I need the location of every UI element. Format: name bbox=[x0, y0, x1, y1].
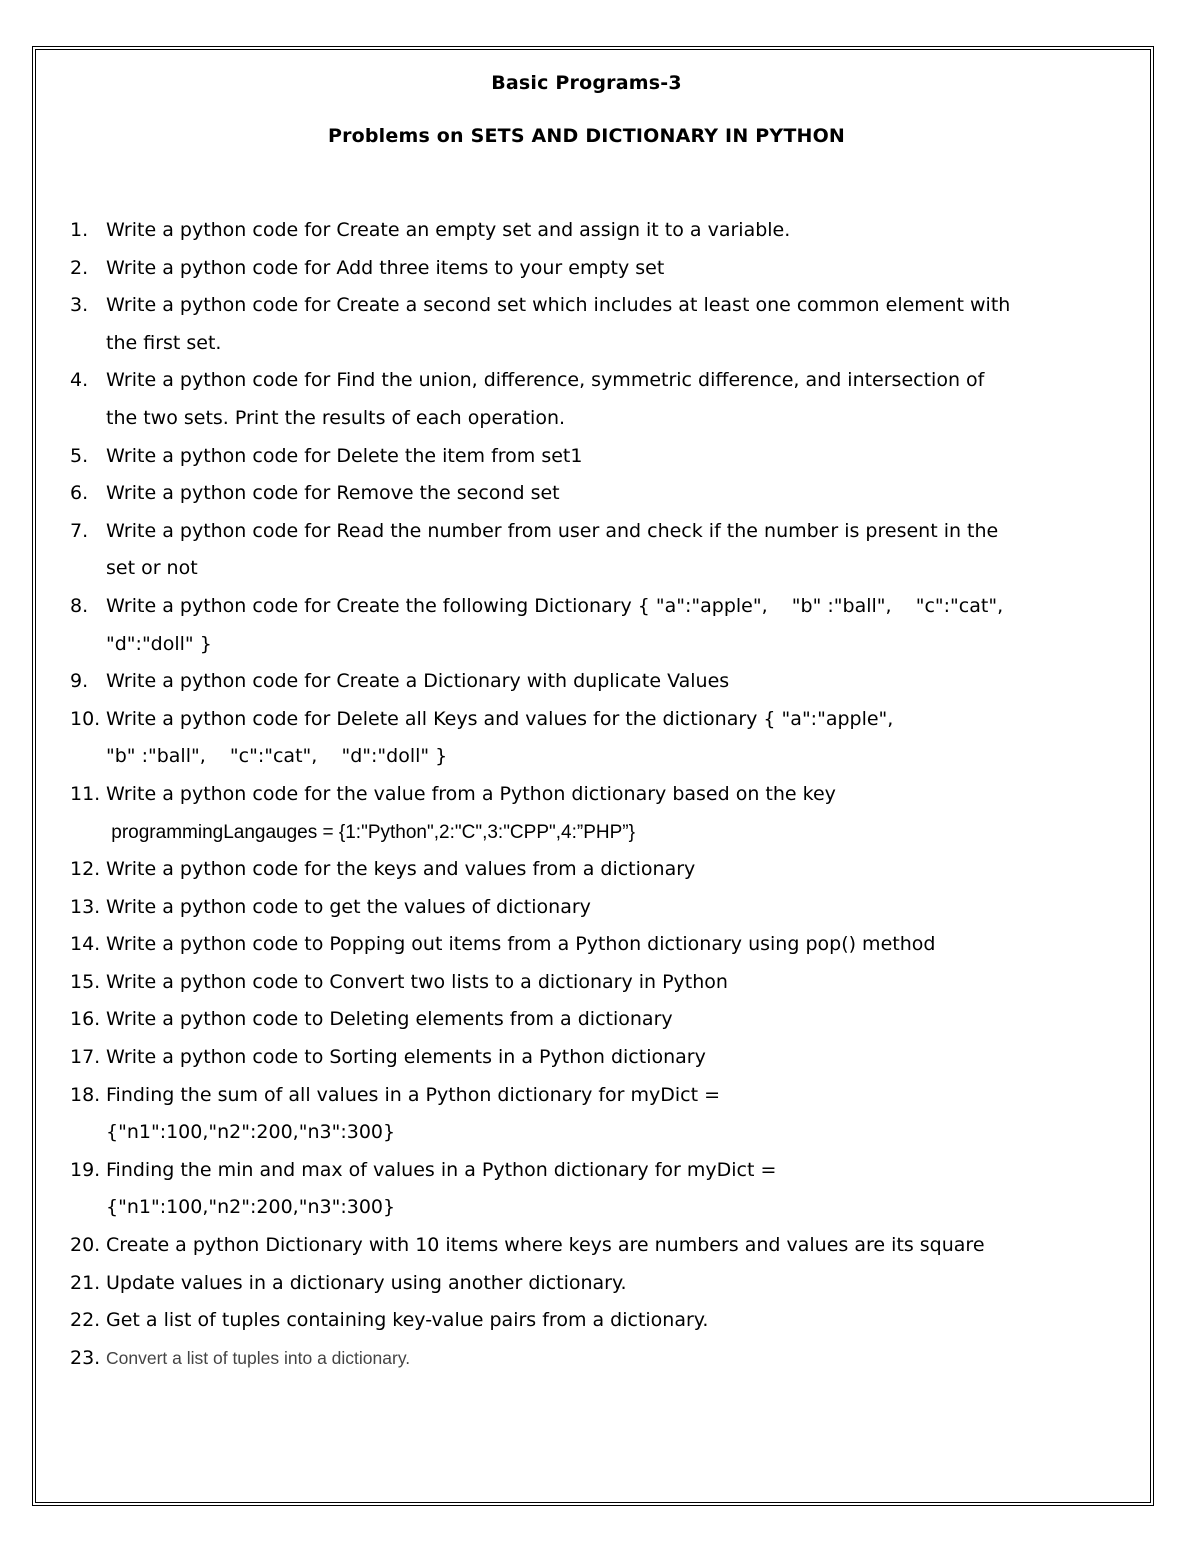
list-item bbox=[70, 926, 1140, 964]
item-number: 11. bbox=[70, 782, 101, 805]
item-number: 2. bbox=[70, 256, 89, 279]
list-item bbox=[70, 1227, 1140, 1265]
item-text: Write a python code for Create the following Dictionary { "a":"apple", "b" :"ball", "c":"cat", bbox=[106, 594, 1004, 617]
item-text: Write a python code to Deleting elements from a dictionary bbox=[106, 1008, 673, 1031]
item-number: 12. bbox=[70, 858, 101, 881]
list-item bbox=[70, 701, 1140, 776]
item-text: Write a python code for Delete all Keys and values for the dictionary { "a":"apple", bbox=[106, 707, 894, 730]
item-number: 8. bbox=[70, 594, 89, 617]
list-item bbox=[70, 287, 1140, 362]
list-item bbox=[70, 1001, 1140, 1039]
list-item bbox=[70, 851, 1140, 889]
item-number: 17. bbox=[70, 1046, 101, 1069]
item-number: 7. bbox=[70, 519, 89, 542]
page-subtitle: Problems on SETS AND DICTIONARY IN PYTHON bbox=[327, 125, 846, 147]
item-text: Update values in a dictionary using another dictionary. bbox=[106, 1271, 627, 1294]
list-item bbox=[70, 513, 1140, 588]
item-text: Write a python code for Remove the second set bbox=[106, 482, 560, 505]
list-item bbox=[70, 776, 1140, 851]
page-title: Basic Programs-3 bbox=[491, 72, 682, 94]
item-text: Write a python code for Find the union, difference, symmetric difference, and intersection of bbox=[106, 369, 985, 392]
list-item bbox=[70, 212, 1140, 250]
list-item bbox=[70, 1039, 1140, 1077]
list-item bbox=[70, 1152, 1140, 1227]
item-number: 5. bbox=[70, 444, 89, 467]
item-text: Finding the min and max of values in a Python dictionary for myDict = bbox=[106, 1158, 777, 1181]
item-number: 4. bbox=[70, 369, 89, 392]
item-number: 10. bbox=[70, 707, 101, 730]
item-text: Write a python code for Create an empty set and assign it to a variable. bbox=[106, 219, 791, 241]
item-number: 15. bbox=[70, 970, 101, 993]
item-text: Write a python code for Add three items to your empty set bbox=[106, 256, 665, 279]
list-item bbox=[70, 438, 1140, 476]
item-text: Write a python code for the value from a Python dictionary based on the key bbox=[106, 782, 836, 805]
item-text-continued: programmingLangauges = {1:"Python",2:"C",3:"CPP",4:”PHP”} bbox=[106, 821, 635, 843]
list-item bbox=[70, 588, 1140, 663]
list-item bbox=[70, 1077, 1140, 1152]
item-number: 23. bbox=[70, 1346, 101, 1369]
item-number: 3. bbox=[70, 294, 89, 317]
item-text: Create a python Dictionary with 10 items where keys are numbers and values are its square bbox=[106, 1234, 985, 1257]
item-text-continued: "d":"doll" } bbox=[106, 632, 212, 655]
list-item bbox=[70, 964, 1140, 1002]
item-number: 19. bbox=[70, 1158, 101, 1181]
item-number: 21. bbox=[70, 1271, 101, 1294]
item-text: Get a list of tuples containing key-value pairs from a dictionary. bbox=[106, 1309, 709, 1332]
item-text: Write a python code to Convert two lists to a dictionary in Python bbox=[106, 970, 728, 993]
list-item bbox=[70, 663, 1140, 701]
item-text: Write a python code to get the values of dictionary bbox=[106, 895, 591, 918]
list-item bbox=[70, 1340, 1140, 1378]
list-item bbox=[70, 1302, 1140, 1340]
list-item bbox=[70, 1265, 1140, 1303]
item-text-continued: the first set. bbox=[106, 331, 222, 354]
list-item bbox=[70, 475, 1140, 513]
item-number: 16. bbox=[70, 1008, 101, 1031]
item-text: Convert a list of tuples into a dictionary. bbox=[106, 1347, 411, 1368]
item-text: Write a python code for Create a Dictionary with duplicate Values bbox=[106, 670, 730, 693]
item-text: Finding the sum of all values in a Python dictionary for myDict = bbox=[106, 1083, 721, 1106]
list-item bbox=[70, 362, 1140, 437]
item-number: 6. bbox=[70, 482, 89, 505]
item-text: Write a python code for Delete the item from set1 bbox=[106, 444, 583, 467]
item-text: Write a python code for Create a second set which includes at least one common element with bbox=[106, 294, 1011, 317]
item-text-continued: {"n1":100,"n2":200,"n3":300} bbox=[106, 1196, 396, 1219]
item-text-continued: set or not bbox=[106, 557, 198, 580]
item-number: 18. bbox=[70, 1083, 101, 1106]
list-item bbox=[70, 889, 1140, 927]
item-number: 20. bbox=[70, 1234, 101, 1257]
item-text-continued: {"n1":100,"n2":200,"n3":300} bbox=[106, 1121, 396, 1144]
item-number: 22. bbox=[70, 1309, 101, 1332]
item-text: Write a python code to Popping out items from a Python dictionary using pop() method bbox=[106, 933, 936, 956]
item-text: Write a python code for Read the number from user and check if the number is present in the bbox=[106, 519, 999, 542]
item-text: Write a python code to Sorting elements in a Python dictionary bbox=[106, 1046, 706, 1069]
item-number: 1. bbox=[70, 219, 89, 241]
item-number: 13. bbox=[70, 895, 101, 918]
item-text: Write a python code for the keys and values from a dictionary bbox=[106, 858, 696, 881]
item-number: 14. bbox=[70, 933, 101, 956]
item-number: 9. bbox=[70, 670, 89, 693]
problem-list bbox=[70, 212, 1140, 1377]
item-text-continued: the two sets. Print the results of each operation. bbox=[106, 406, 566, 429]
list-item bbox=[70, 250, 1140, 288]
item-text-continued: "b" :"ball", "c":"cat", "d":"doll" } bbox=[106, 745, 448, 768]
